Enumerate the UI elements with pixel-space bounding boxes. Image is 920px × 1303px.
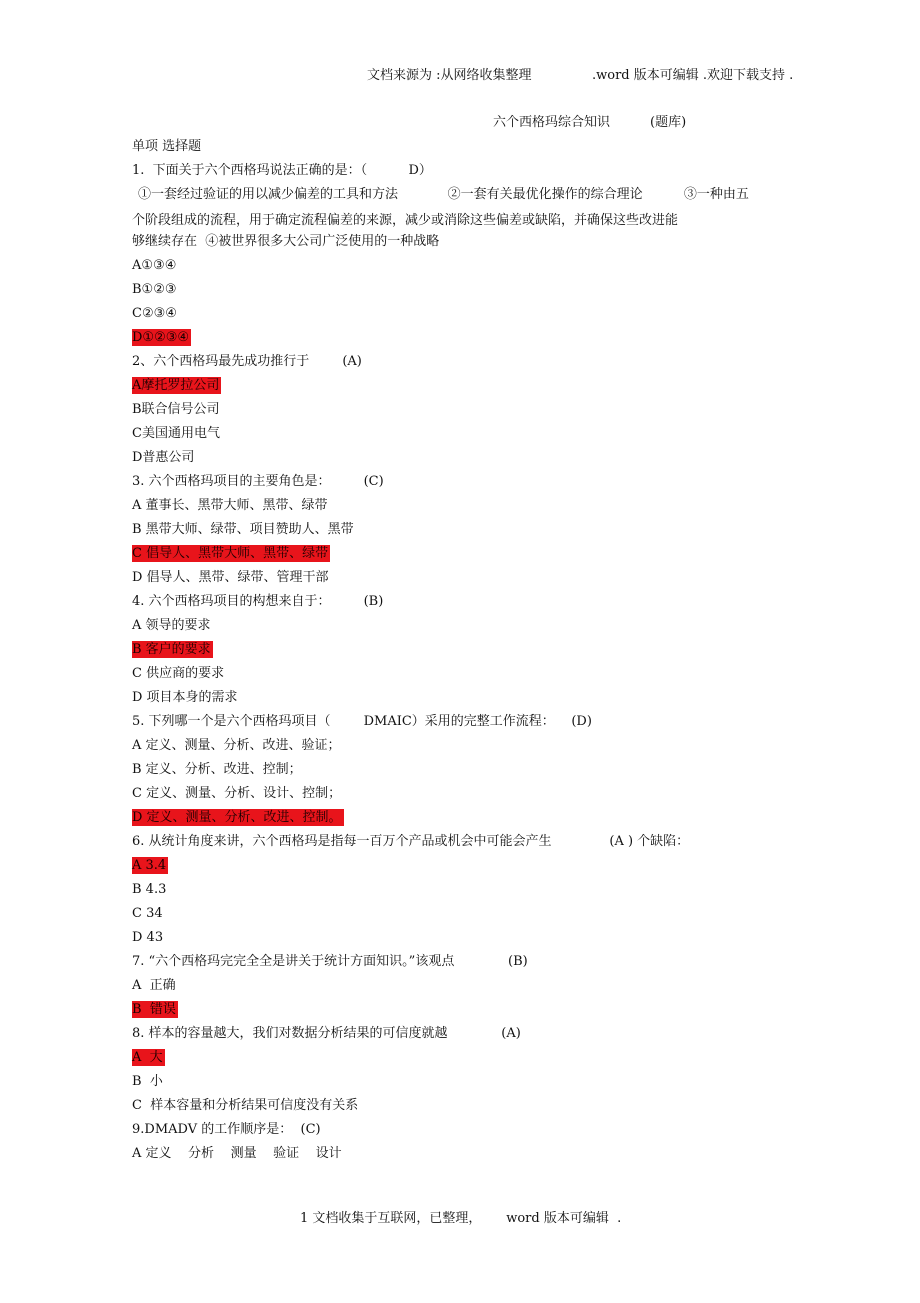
answer-option: C美国通用电气 [132, 426, 220, 441]
answer-option: B①②③ [132, 282, 177, 297]
question-stem: 8. 样本的容量越大，我们对数据分析结果的可信度就越 (A) [132, 1026, 521, 1041]
answer-option: D 倡导人、黑带、绿带、管理干部 [132, 570, 329, 585]
answer-option: C 供应商的要求 [132, 666, 225, 681]
question-stem: 6. 从统计角度来讲，六个西格玛是指每一百万个产品或机会中可能会产生 (A ) 个缺陷： [132, 834, 690, 849]
answer-option-highlighted: D 定义、测量、分析、改进、控制。 [132, 810, 342, 825]
question-description: 个阶段组成的流程，用于确定流程偏差的来源，减少或消除这些偏差或缺陷，并确保这些改进能 [132, 213, 679, 228]
header-source: 文档来源为 :从网络收集整理 [367, 68, 532, 83]
question-stem: 3. 六个西格玛项目的主要角色是： (C) [132, 474, 384, 489]
answer-option: C 样本容量和分析结果可信度没有关系 [132, 1098, 359, 1113]
answer-option-highlighted: B 错误 [132, 1002, 176, 1017]
question-stem: 4. 六个西格玛项目的构想来自于： (B) [132, 594, 384, 609]
answer-option: B 定义、分析、改进、控制； [132, 762, 302, 777]
section-heading: 单项 选择题 [132, 139, 202, 154]
answer-option-highlighted: A摩托罗拉公司 [132, 378, 220, 393]
answer-option-highlighted: D①②③④ [132, 330, 190, 345]
answer-option: C 定义、测量、分析、设计、控制； [132, 786, 342, 801]
question-stem: 1. 下面关于六个西格玛说法正确的是：（ D） [132, 163, 432, 178]
answer-option: D 项目本身的需求 [132, 690, 238, 705]
question-stem: 5. 下列哪一个是六个西格玛项目（ DMAIC）采用的完整工作流程： (D) [132, 714, 592, 729]
question-stem: 9.DMADV 的工作顺序是： (C) [132, 1122, 321, 1137]
answer-option: A 领导的要求 [132, 618, 211, 633]
doc-title-suffix: (题库) [650, 115, 687, 130]
answer-option: B 4.3 [132, 882, 167, 897]
answer-option: A 正确 [132, 978, 176, 993]
answer-option: B联合信号公司 [132, 402, 220, 417]
question-description: ①一套经过验证的用以减少偏差的工具和方法 ②一套有关最优化操作的综合理论 ③一种由五 [138, 187, 749, 202]
answer-option: A 董事长、黑带大师、黑带、绿带 [132, 498, 328, 513]
answer-option: C②③④ [132, 306, 177, 321]
answer-option-highlighted: B 客户的要求 [132, 642, 211, 657]
page-footer: 1 文档收集于互联网，已整理， word 版本可编辑 . [300, 1211, 622, 1226]
doc-title: 六个西格玛综合知识 [493, 115, 611, 130]
answer-option-highlighted: C 倡导人、黑带大师、黑带、绿带 [132, 546, 329, 561]
question-stem: 2、六个西格玛最先成功推行于 (A) [132, 354, 362, 369]
answer-option: D 43 [132, 930, 164, 945]
answer-option: B 小 [132, 1074, 163, 1089]
answer-option: C 34 [132, 906, 163, 921]
answer-option: A 定义、测量、分析、改进、验证； [132, 738, 341, 753]
header-editable: .word 版本可编辑 .欢迎下载支持 . [592, 68, 794, 83]
answer-option: D普惠公司 [132, 450, 195, 465]
answer-option-highlighted: A 3.4 [132, 858, 167, 873]
answer-option: A 定义 分析 测量 验证 设计 [132, 1146, 342, 1161]
answer-option-highlighted: A 大 [132, 1050, 163, 1065]
answer-option: B 黑带大师、绿带、项目赞助人、黑带 [132, 522, 354, 537]
question-stem: 7. “六个西格玛完完全全是讲关于统计方面知识。”该观点 (B) [132, 954, 528, 969]
question-description: 够继续存在 ④被世界很多大公司广泛使用的一种战略 [132, 234, 440, 249]
answer-option: A①③④ [132, 258, 177, 273]
